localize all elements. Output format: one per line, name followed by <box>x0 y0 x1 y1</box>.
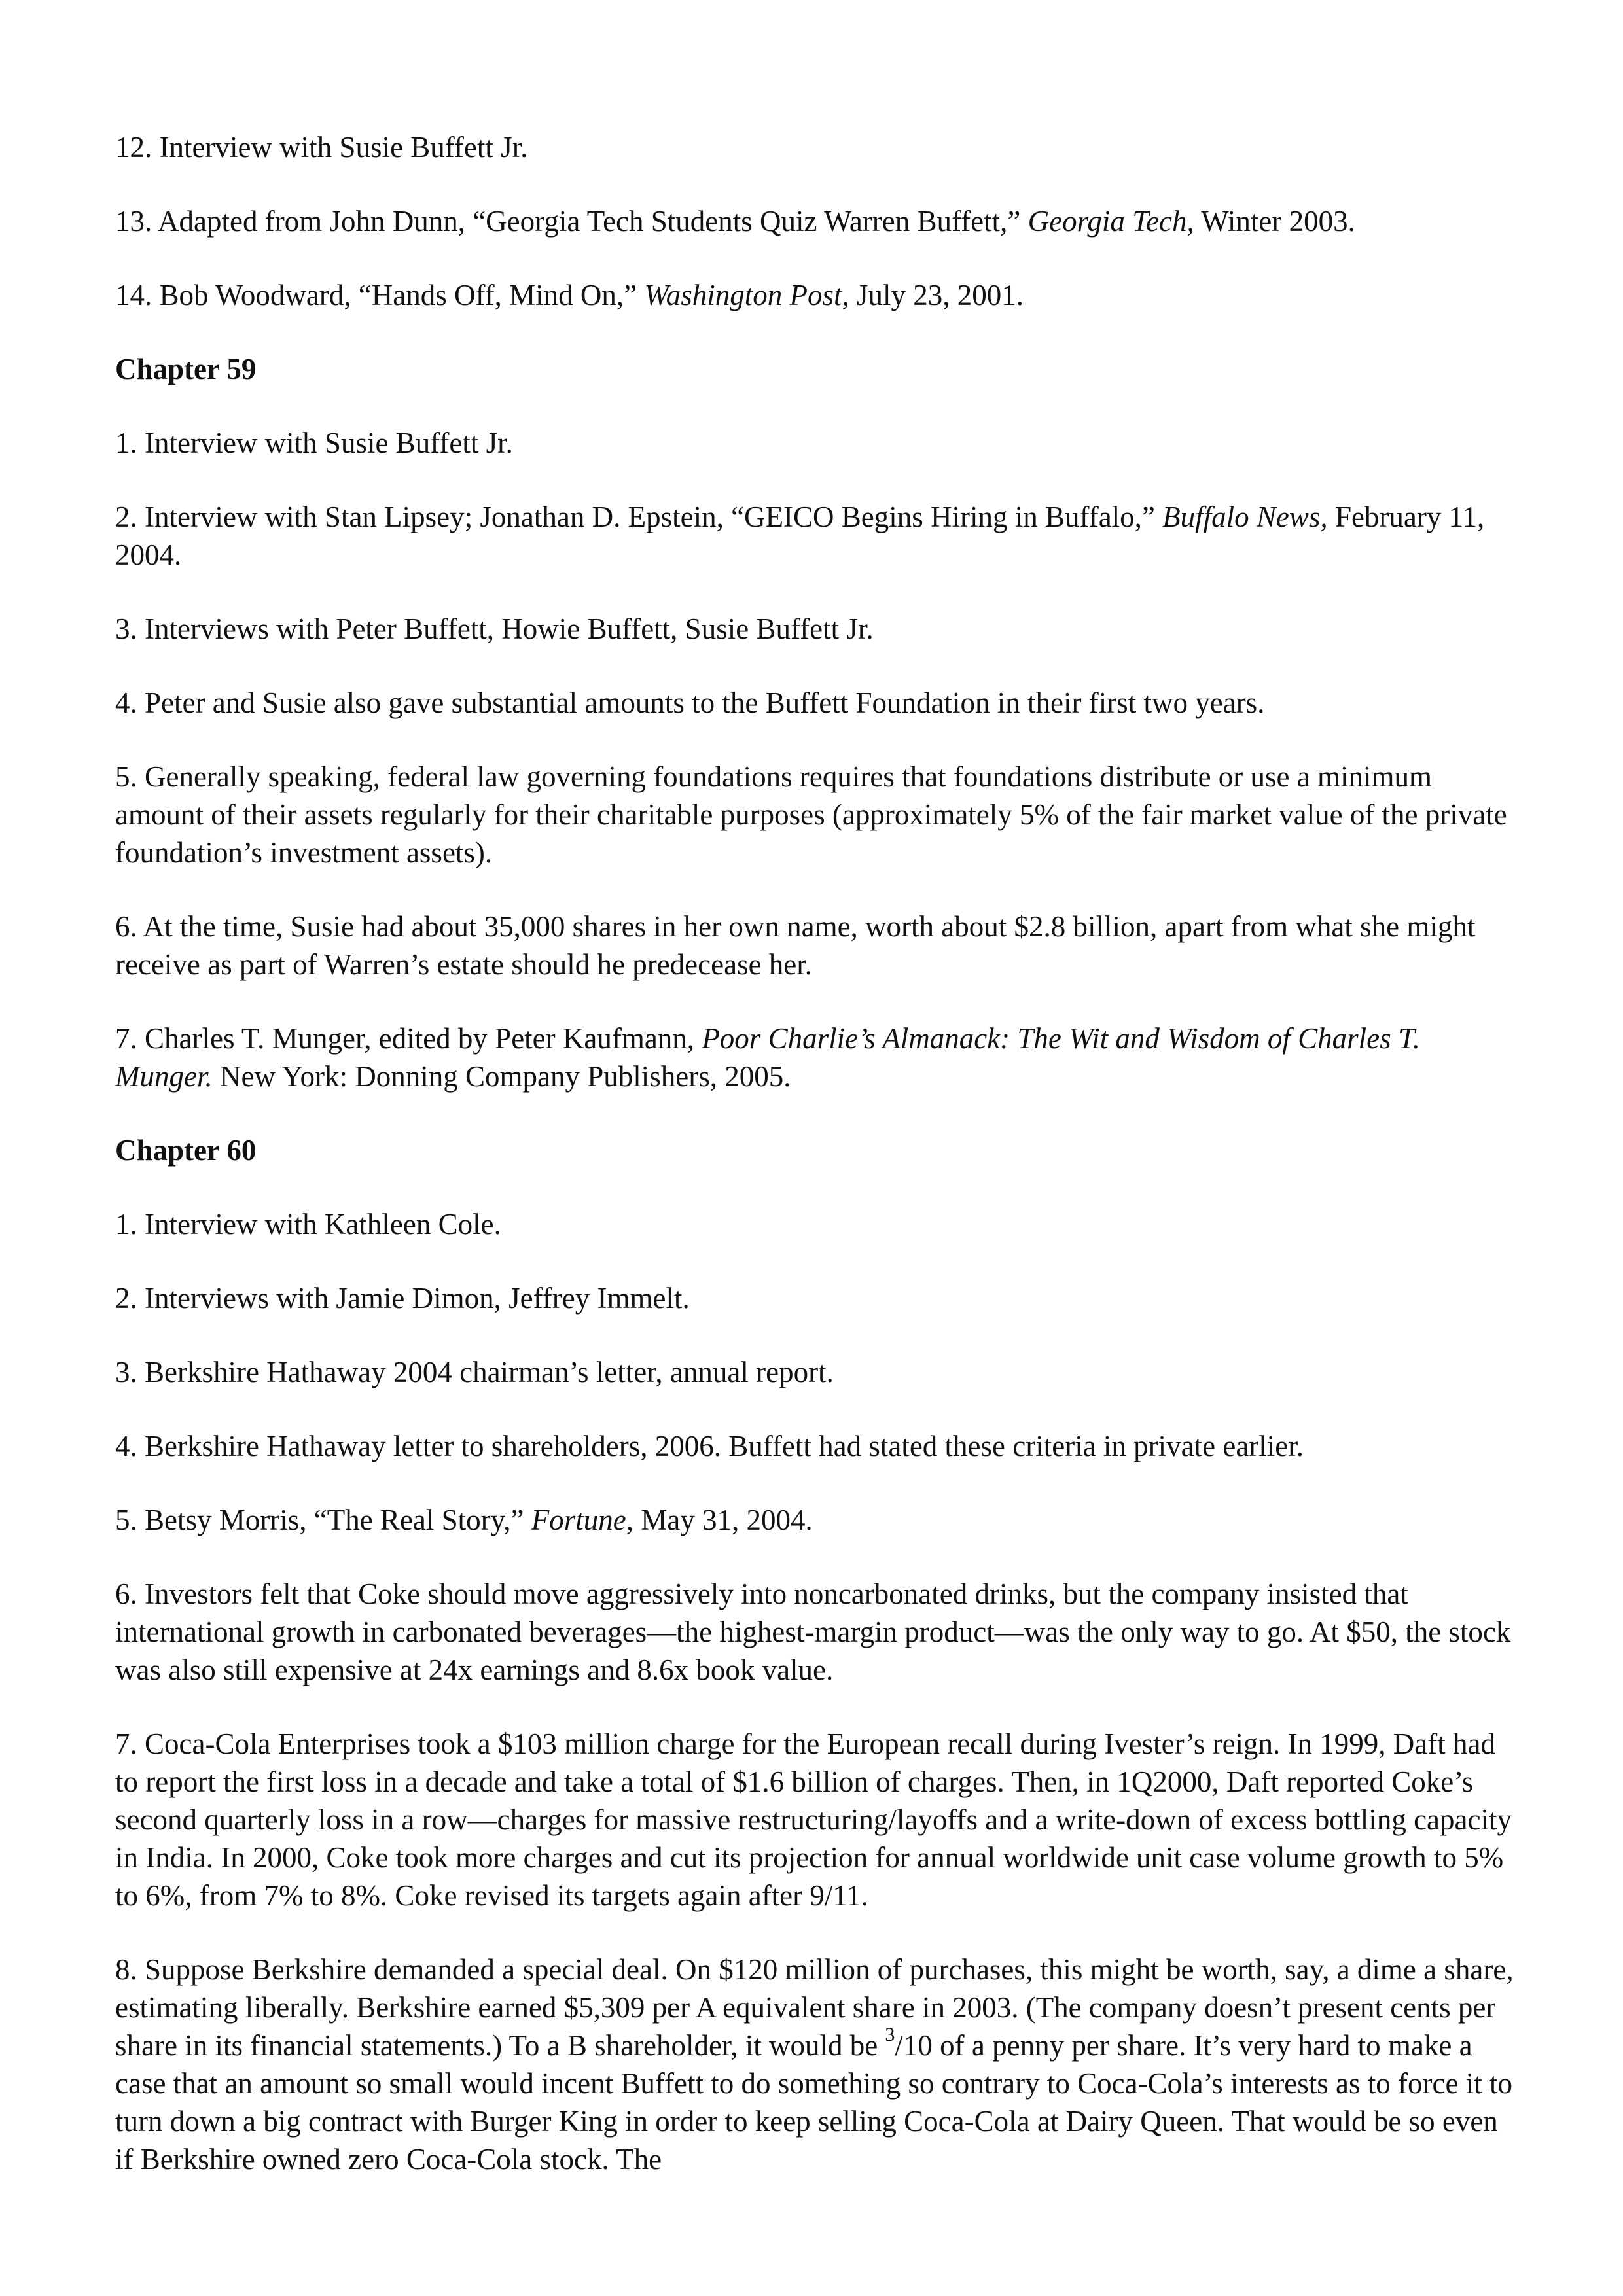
note-italic-title: Poor Charlie’s Almanack: The Wit and Wisdom of Charles T. Munger. <box>115 1022 1420 1093</box>
note-text: Interviews with Peter Buffett, Howie Buffett, Susie Buffett Jr. <box>137 612 874 645</box>
fraction-numerator: 3 <box>885 2024 895 2045</box>
note-number: 2. <box>115 501 137 533</box>
note-12 <box>115 128 1522 166</box>
note-italic-title: Buffalo News, <box>1162 501 1328 533</box>
note-text-end: Winter 2003. <box>1194 205 1355 238</box>
note-number: 4. <box>115 686 137 719</box>
note-text: Interview with Kathleen Cole. <box>137 1208 501 1241</box>
note-number: 6. <box>115 1578 137 1610</box>
note-text-end: May 31, 2004. <box>633 1504 813 1536</box>
note-number: 1. <box>115 427 137 459</box>
chapter-59-heading: Chapter 59 <box>115 353 257 385</box>
ch60-note-4 <box>115 1427 1522 1465</box>
ch60-note-8 <box>115 1951 1522 2178</box>
ch59-note-5 <box>115 758 1522 872</box>
ch59-note-7 <box>115 1019 1522 1095</box>
note-text-end: July 23, 2001. <box>849 279 1024 311</box>
note-number: 7. <box>115 1727 137 1760</box>
note-text: Berkshire Hathaway 2004 chairman’s letter, annual report. <box>137 1356 834 1388</box>
ch60-note-1 <box>115 1205 1522 1243</box>
note-number: 1. <box>115 1208 137 1241</box>
document-page <box>115 128 1522 2214</box>
note-text: Betsy Morris, “The Real Story,” <box>137 1504 531 1536</box>
note-number: 12. <box>115 131 152 164</box>
note-number: 4. <box>115 1430 137 1462</box>
note-italic-title: Washington Post, <box>644 279 849 311</box>
chapter-60-heading: Chapter 60 <box>115 1134 257 1167</box>
ch60-note-6 <box>115 1575 1522 1689</box>
note-text: Peter and Susie also gave substantial amounts to the Buffett Foundation in their first two years. <box>137 686 1265 719</box>
note-text: Suppose Berkshire demanded a special deal. On $120 million of purchases, this might be worth, say, a dime a share, estimating liberally. Berkshire earned $5,309 per A equivalent share in 2003. (The company doesn’t present cents per share in its financial statements.) To a B shareholder, it would be <box>115 1953 1514 2062</box>
note-text: Charles T. Munger, edited by Peter Kaufmann, <box>137 1022 702 1055</box>
note-text: Interview with Susie Buffett Jr. <box>152 131 528 164</box>
note-number: 14. <box>115 279 152 311</box>
note-number: 2. <box>115 1282 137 1315</box>
note-text: Interview with Stan Lipsey; Jonathan D. Epstein, “GEICO Begins Hiring in Buffalo,” <box>137 501 1163 533</box>
note-number: 13. <box>115 205 152 238</box>
ch59-note-1 <box>115 424 1522 462</box>
note-text: At the time, Susie had about 35,000 shares in her own name, worth about $2.8 billion, apart from what she might receive as part of Warren’s estate should he predecease her. <box>115 910 1476 981</box>
note-13 <box>115 202 1522 240</box>
note-number: 5. <box>115 760 137 793</box>
note-number: 3. <box>115 1356 137 1388</box>
ch60-note-7 <box>115 1725 1522 1915</box>
note-number: 7. <box>115 1022 137 1055</box>
note-number: 5. <box>115 1504 137 1536</box>
note-14 <box>115 276 1522 314</box>
note-text-end: February 11, 2004. <box>115 501 1485 571</box>
note-italic-title: Georgia Tech, <box>1027 205 1194 238</box>
note-text: Interviews with Jamie Dimon, Jeffrey Immelt. <box>137 1282 690 1315</box>
note-text: Berkshire Hathaway letter to shareholders, 2006. Buffett had stated these criteria in private earlier. <box>137 1430 1304 1462</box>
note-number: 3. <box>115 612 137 645</box>
note-text: Generally speaking, federal law governing foundations requires that foundations distribute or use a minimum amount of their assets regularly for their charitable purposes (approximately 5% of the fair market value of the private foundation’s investment assets). <box>115 760 1507 869</box>
note-text: Investors felt that Coke should move aggressively into noncarbonated drinks, but the company insisted that international growth in carbonated beverages—the highest-margin product—was the only way to go. At $50, the stock was also still expensive at 24x earnings and 8.6x book value. <box>115 1578 1511 1686</box>
note-text: Interview with Susie Buffett Jr. <box>137 427 513 459</box>
ch59-note-3 <box>115 610 1522 648</box>
ch59-note-6 <box>115 908 1522 983</box>
ch60-note-2 <box>115 1279 1522 1317</box>
note-text-end: New York: Donning Company Publishers, 2005. <box>212 1060 791 1093</box>
note-number: 8. <box>115 1953 137 1986</box>
note-number: 6. <box>115 910 137 943</box>
note-text: Bob Woodward, “Hands Off, Mind On,” <box>152 279 645 311</box>
ch60-note-5 <box>115 1501 1522 1539</box>
ch60-note-3 <box>115 1353 1522 1391</box>
ch59-note-2 <box>115 498 1522 574</box>
note-text: Coca-Cola Enterprises took a $103 million charge for the European recall during Ivester’s reign. In 1999, Daft had to report the first loss in a decade and take a total of $1.6 billion of charges. Then, in 1Q2000, Daft reported Coke’s second quarterly loss in a row—charges for massive restructuring/layoffs and a write-down of excess bottling capacity in India. In 2000, Coke took more charges and cut its projection for annual worldwide unit case volume growth to 5% to 6%, from 7% to 8%. Coke revised its targets again after 9/11. <box>115 1727 1512 1912</box>
note-text-end: /10 of a penny per share. It’s very hard to make a case that an amount so small would incent Buffett to do something so contrary to Coca-Cola’s interests as to force it to turn down a big contract with Burger King in order to keep selling Coca-Cola at Dairy Queen. That would be so even if Berkshire owned zero Coca-Cola stock. The <box>115 2029 1512 2176</box>
ch59-note-4 <box>115 684 1522 722</box>
note-italic-title: Fortune, <box>531 1504 633 1536</box>
note-text: Adapted from John Dunn, “Georgia Tech Students Quiz Warren Buffett,” <box>152 205 1028 238</box>
